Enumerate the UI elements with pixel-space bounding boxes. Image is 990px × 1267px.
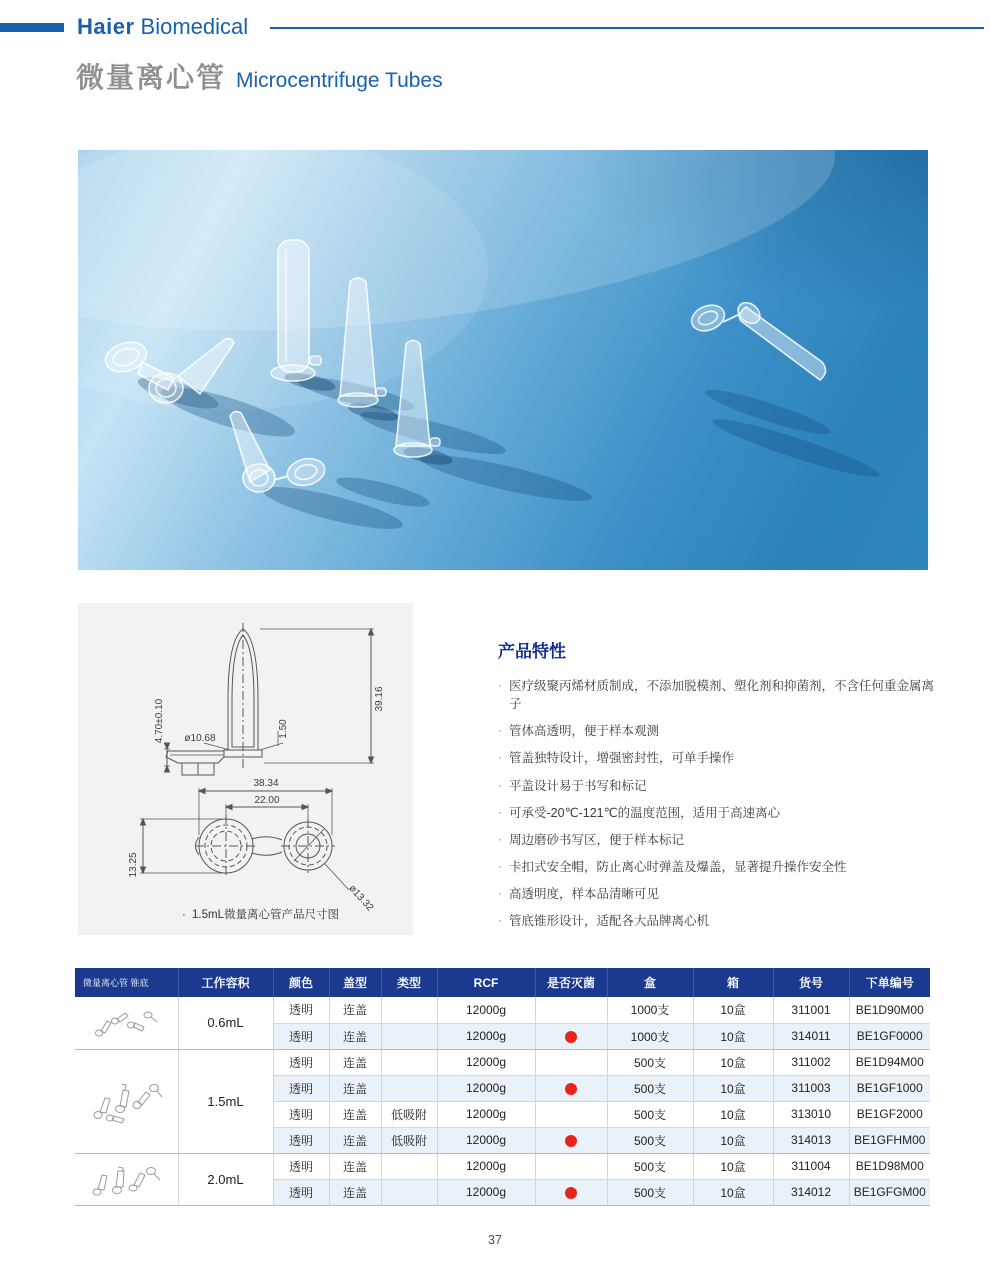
cell-sterile xyxy=(535,1127,607,1153)
cell-rcf: 12000g xyxy=(437,1075,535,1101)
cell-sterile xyxy=(535,1153,607,1179)
col-color: 颜色 xyxy=(273,968,329,997)
cell-cap: 连盖 xyxy=(329,997,381,1023)
dim-overall-width: 38.34 xyxy=(253,778,279,789)
cell-color: 透明 xyxy=(273,1049,329,1075)
bullet-icon: · xyxy=(498,678,502,692)
cell-item-no: 314011 xyxy=(773,1023,849,1049)
sterile-dot xyxy=(565,1135,577,1147)
feature-item xyxy=(498,885,938,903)
cell-sterile xyxy=(535,1023,607,1049)
dim-mouth-diameter: ø10.68 xyxy=(184,733,216,744)
feature-text: 周边磨砂书写区，便于样本标记 xyxy=(509,832,685,847)
cell-color: 透明 xyxy=(273,1179,329,1205)
tube-image-cell xyxy=(75,1049,178,1153)
cell-rcf: 12000g xyxy=(437,1179,535,1205)
table-row xyxy=(75,997,930,1023)
cell-sterile xyxy=(535,1101,607,1127)
dim-cap-diameter: ø13.32 xyxy=(346,883,376,914)
cell-item-no: 314013 xyxy=(773,1127,849,1153)
dim-center-distance: 22.00 xyxy=(254,795,280,806)
bullet-icon: · xyxy=(498,858,502,873)
sterile-dot xyxy=(565,1187,577,1199)
feature-text: 可承受-20℃-121℃的温度范围，适用于高速离心 xyxy=(509,805,781,820)
cell-rcf: 12000g xyxy=(437,1023,535,1049)
bullet-icon: · xyxy=(498,886,502,900)
cell-box: 500支 xyxy=(607,1153,693,1179)
sterile-dot xyxy=(565,1031,577,1043)
col-order-no: 下单编号 xyxy=(849,968,930,997)
feature-item xyxy=(498,677,938,713)
tube-thumbnail-icon xyxy=(91,1005,161,1041)
cell-order-no: BE1D98M00 xyxy=(849,1153,930,1179)
brand-biomedical: Biomedical xyxy=(140,14,249,39)
feature-item xyxy=(498,912,938,930)
bullet-icon: · xyxy=(498,804,502,819)
sterile-dot xyxy=(565,1083,577,1095)
dim-wall: 1.50 xyxy=(278,719,289,739)
cell-box: 500支 xyxy=(607,1075,693,1101)
cell-sterile xyxy=(535,1179,607,1205)
table-row xyxy=(75,1153,930,1179)
brand-haier: Haier xyxy=(77,14,135,39)
features-section xyxy=(498,637,938,939)
product-photo-tubes xyxy=(78,150,928,570)
col-item-no: 货号 xyxy=(773,968,849,997)
cell-cap: 连盖 xyxy=(329,1101,381,1127)
cell-type xyxy=(381,997,437,1023)
cell-sterile xyxy=(535,1075,607,1101)
tube-image-cell xyxy=(75,1153,178,1205)
drawing-caption-bullet: · xyxy=(182,909,186,921)
cell-box: 1000支 xyxy=(607,1023,693,1049)
feature-text: 管底锥形设计，适配各大品牌离心机 xyxy=(509,914,710,929)
cell-sterile xyxy=(535,997,607,1023)
col-rcf: RCF xyxy=(437,968,535,997)
bullet-icon: · xyxy=(498,913,502,928)
feature-item xyxy=(498,831,938,849)
cell-item-no: 311001 xyxy=(773,997,849,1023)
page-number: 37 xyxy=(488,1233,502,1247)
table-header-row xyxy=(75,968,930,997)
dimension-drawing xyxy=(78,603,413,935)
cell-carton: 10盒 xyxy=(693,1153,773,1179)
cell-rcf: 12000g xyxy=(437,997,535,1023)
cell-carton: 10盒 xyxy=(693,1179,773,1205)
col-cap: 盖型 xyxy=(329,968,381,997)
cell-color: 透明 xyxy=(273,997,329,1023)
feature-text: 平盖设计易于书写和标记 xyxy=(509,778,647,793)
cell-order-no: BE1GFGM00 xyxy=(849,1179,930,1205)
brand-bar xyxy=(0,23,64,32)
cell-box: 1000支 xyxy=(607,997,693,1023)
cell-rcf: 12000g xyxy=(437,1049,535,1075)
cell-cap: 连盖 xyxy=(329,1153,381,1179)
cell-type xyxy=(381,1179,437,1205)
cell-carton: 10盒 xyxy=(693,1023,773,1049)
feature-text: 卡扣式安全帽，防止离心时弹盖及爆盖，显著提升操作安全性 xyxy=(509,859,847,874)
tube-thumbnail-icon xyxy=(88,1159,164,1199)
cell-color: 透明 xyxy=(273,1127,329,1153)
bullet-icon: · xyxy=(498,777,502,792)
spec-table xyxy=(75,968,930,1206)
cell-order-no: BE1GF1000 xyxy=(849,1075,930,1101)
bullet-icon: · xyxy=(498,750,502,765)
brand-rule xyxy=(270,27,984,29)
col-product: 微量离心管 锥底 xyxy=(75,968,178,997)
cell-box: 500支 xyxy=(607,1101,693,1127)
product-photo xyxy=(78,150,928,570)
col-volume: 工作容积 xyxy=(178,968,273,997)
cell-sterile xyxy=(535,1049,607,1075)
cell-color: 透明 xyxy=(273,1153,329,1179)
dim-overall-height: 39.16 xyxy=(374,686,385,712)
cell-carton: 10盒 xyxy=(693,1127,773,1153)
volume-cell: 1.5mL xyxy=(178,1049,273,1153)
col-box: 盒 xyxy=(607,968,693,997)
cell-item-no: 314012 xyxy=(773,1179,849,1205)
feature-item xyxy=(498,804,938,822)
cell-color: 透明 xyxy=(273,1101,329,1127)
feature-text: 医疗级聚丙烯材质制成，不添加脱模剂、塑化剂和抑菌剂，不含任何重金属离子 xyxy=(509,679,935,712)
tube-image-cell xyxy=(75,997,178,1049)
feature-text: 管体高透明，便于样本观测 xyxy=(509,724,660,739)
cell-cap: 连盖 xyxy=(329,1179,381,1205)
table-row xyxy=(75,1049,930,1075)
page-title xyxy=(76,56,443,96)
volume-cell: 2.0mL xyxy=(178,1153,273,1205)
cell-type xyxy=(381,1153,437,1179)
cell-rcf: 12000g xyxy=(437,1153,535,1179)
bullet-icon: · xyxy=(498,831,502,846)
cell-carton: 10盒 xyxy=(693,1101,773,1127)
feature-item xyxy=(498,858,938,876)
volume-cell: 0.6mL xyxy=(178,997,273,1049)
brand-logo xyxy=(77,14,248,40)
cell-box: 500支 xyxy=(607,1127,693,1153)
cell-type xyxy=(381,1023,437,1049)
col-type: 类型 xyxy=(381,968,437,997)
cell-color: 透明 xyxy=(273,1023,329,1049)
col-carton: 箱 xyxy=(693,968,773,997)
bullet-icon: · xyxy=(498,723,502,738)
cell-carton: 10盒 xyxy=(693,997,773,1023)
dim-cap-thickness: 4.70±0.10 xyxy=(154,698,165,744)
cell-type xyxy=(381,1075,437,1101)
feature-item xyxy=(498,777,938,795)
cell-order-no: BE1D94M00 xyxy=(849,1049,930,1075)
cell-color: 透明 xyxy=(273,1075,329,1101)
cell-rcf: 12000g xyxy=(437,1101,535,1127)
cell-cap: 连盖 xyxy=(329,1023,381,1049)
cell-cap: 连盖 xyxy=(329,1075,381,1101)
feature-text: 管盖独特设计，增强密封性，可单手操作 xyxy=(509,751,735,766)
features-title: 产品特性 xyxy=(498,642,566,661)
tube-thumbnail-icon xyxy=(86,1072,166,1130)
cell-order-no: BE1GF2000 xyxy=(849,1101,930,1127)
cell-order-no: BE1D90M00 xyxy=(849,997,930,1023)
cell-box: 500支 xyxy=(607,1179,693,1205)
cell-item-no: 311004 xyxy=(773,1153,849,1179)
cell-item-no: 311002 xyxy=(773,1049,849,1075)
feature-text: 高透明度，样本品清晰可见 xyxy=(509,887,660,901)
col-sterile: 是否灭菌 xyxy=(535,968,607,997)
dim-cap-height: 13.25 xyxy=(128,852,139,878)
cell-rcf: 12000g xyxy=(437,1127,535,1153)
cell-order-no: BE1GFHM00 xyxy=(849,1127,930,1153)
drawing-caption: 1.5mL微量离心管产品尺寸图 xyxy=(192,909,339,921)
cell-type xyxy=(381,1049,437,1075)
cell-item-no: 311003 xyxy=(773,1075,849,1101)
cell-order-no: BE1GF0000 xyxy=(849,1023,930,1049)
cell-carton: 10盒 xyxy=(693,1049,773,1075)
feature-item xyxy=(498,749,938,767)
cell-item-no: 313010 xyxy=(773,1101,849,1127)
page-title-en: Microcentrifuge Tubes xyxy=(236,69,443,92)
cell-cap: 连盖 xyxy=(329,1127,381,1153)
page-title-cn: 微量离心管 xyxy=(76,62,227,93)
cell-carton: 10盒 xyxy=(693,1075,773,1101)
cell-type: 低吸附 xyxy=(381,1127,437,1153)
brand-header xyxy=(0,14,990,48)
cell-box: 500支 xyxy=(607,1049,693,1075)
feature-item xyxy=(498,722,938,740)
cell-cap: 连盖 xyxy=(329,1049,381,1075)
cell-type: 低吸附 xyxy=(381,1101,437,1127)
